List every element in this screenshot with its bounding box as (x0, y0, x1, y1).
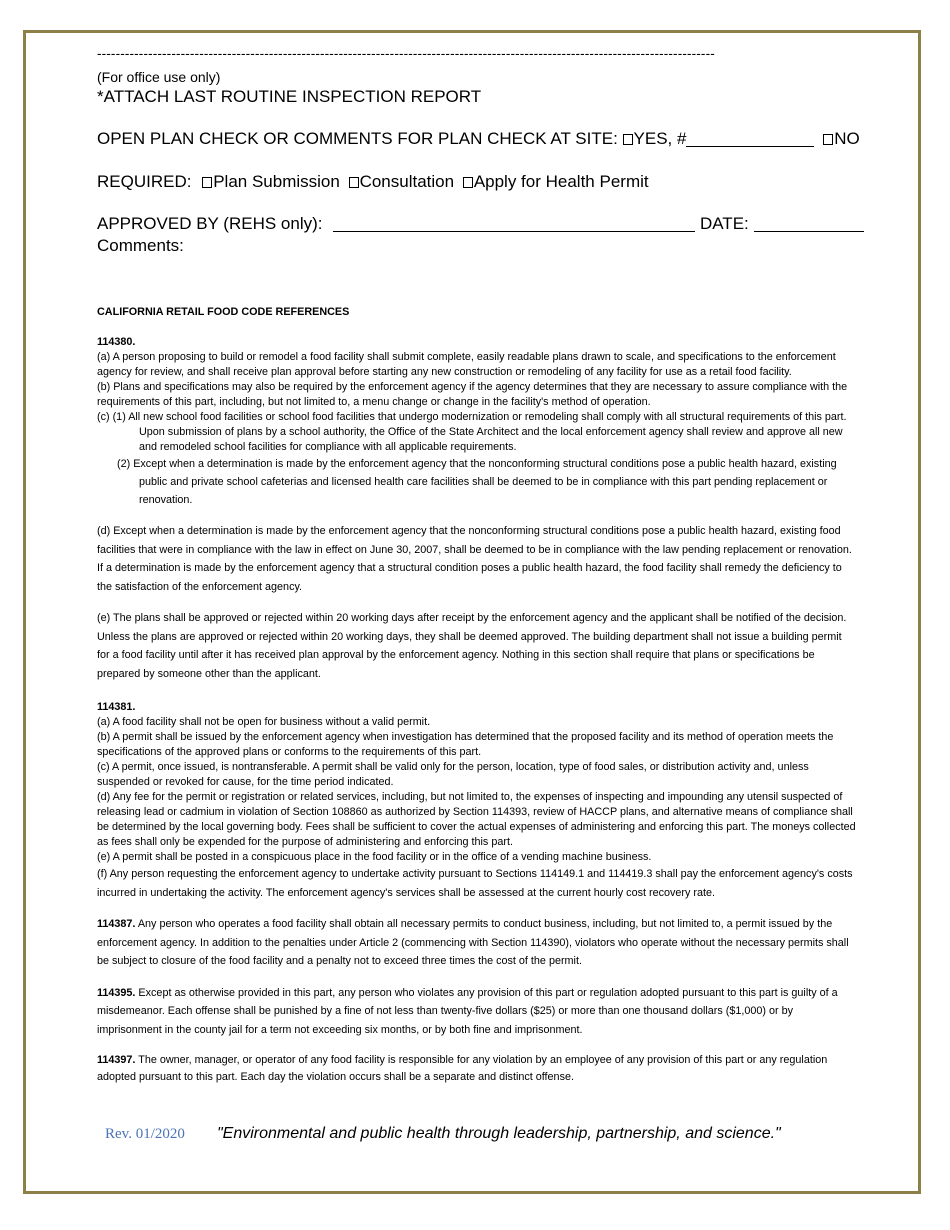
section-114387-text: Any person who operates a food facility shall obtain all necessary permits to conduct business, including, but not limited to, a permit issued by the enforcement agency. In addition to the penalties under Article 2 (commencing with Section 114390), violators who operate without the necessary permits shall be subject to closure of the food facility and a penalty not to exceed three times the cost of the permit. (97, 918, 849, 967)
approved-by-field[interactable] (333, 216, 695, 232)
section-114380-number: 114380. (97, 336, 136, 348)
yes-label: YES, # (633, 129, 687, 148)
section-114381-f: (f) Any person requesting the enforcement agency to undertake activity pursuant to Sections 114149.1 and 114419.3 shall pay the enforcement agency's costs incurred in undertaking the activity. The enforcement agency's services shall be assessed at the current hourly cost recovery rate. (97, 868, 853, 899)
footer (105, 1125, 865, 1143)
section-114397 (97, 1052, 857, 1086)
plan-check-row (97, 128, 860, 150)
section-114380-c2: (2) Except when a determination is made by the enforcement agency that the nonconforming structural conditions pose a public health hazard, existing public and private school cafeterias and licensed health care facilities shall be deemed to be in compliance with this part pending replacement or renovation. (117, 458, 837, 506)
comments-label: Comments: (97, 236, 184, 255)
section-114395-number: 114395. (97, 986, 136, 999)
code-references-title: CALIFORNIA RETAIL FOOD CODE REFERENCES (97, 306, 350, 318)
required-row (97, 171, 857, 193)
section-114381-number: 114381. (97, 701, 136, 713)
approved-by-label: APPROVED BY (REHS only): (97, 214, 323, 233)
revision-date: Rev. 01/2020 (105, 1126, 185, 1142)
no-label: NO (834, 129, 860, 148)
no-checkbox[interactable] (823, 134, 833, 145)
section-114397-text: The owner, manager, or operator of any food facility is responsible for any violation by an employee of any provision of this part or any regulation adopted pursuant to this part. Each day the violation occurs shall be a separate and distinct offense. (97, 1054, 828, 1083)
section-114381-e: (e) A permit shall be posted in a conspicuous place in the food facility or in the office of a vending machine business. (97, 851, 652, 863)
date-label: DATE: (699, 214, 749, 233)
section-114395 (97, 984, 857, 1040)
date-field[interactable] (754, 216, 864, 232)
section-114380-d: (d) Except when a determination is made by the enforcement agency that the nonconforming structural conditions pose a public health hazard, existing food facilities that were in compliance with the law in effect on June 30, 2007, shall be deemed to be in compliance with the law pending replacement or renovation. If a determination is made by the enforcement agency that a structural condition poses a public health hazard, the food facility shall remedy the deficiency to the satisfaction of the enforcement agency. (97, 525, 852, 593)
section-114381-d: (d) Any fee for the permit or registration or related services, including, but not limited to, the expenses of inspecting and impounding any utensil suspected of releasing lead or cadmium in violation of Section 108860 as authorized by Section 114393, review of HACCP plans, and alternative means of compliance shall be determined by the local governing body. Fees shall be sufficient to cover the actual expenses of administering and enforcing this part. The moneys collected as fees shall only be expended for the purpose of administering and enforcing this part. (97, 791, 856, 848)
form-content (97, 44, 860, 1086)
section-114380-b: (b) Plans and specifications may also be required by the enforcement agency if the agency determines that they are necessary to assure compliance with the requirements of this part, including, but not limited to, a menu change or change in the facility's method of operation. (97, 381, 848, 408)
consultation-checkbox[interactable] (349, 177, 359, 188)
separator-dashes: ------------------------------------------------------------------------------------------------------------------------------------- (97, 46, 715, 61)
section-114387-number: 114387. (97, 918, 136, 930)
attach-report-notice: *ATTACH LAST ROUTINE INSPECTION REPORT (97, 87, 482, 106)
health-permit-checkbox[interactable] (463, 177, 473, 188)
required-label: REQUIRED: (97, 172, 192, 191)
approved-row (97, 213, 857, 235)
section-114381-a: (a) A food facility shall not be open for business without a valid permit. (97, 716, 431, 728)
section-114381-c: (c) A permit, once issued, is nontransferable. A permit shall be valid only for the person, location, type of food sales, or distribution activity and, unless suspended or revoked for cause, for the time period indicated. (97, 761, 809, 788)
plan-submission-label: Plan Submission (213, 172, 340, 191)
plan-submission-checkbox[interactable] (202, 177, 212, 188)
section-114380-e: (e) The plans shall be approved or rejected within 20 working days after receipt by the enforcement agency and the applicant shall be notified of the decision. Unless the plans are approved or rejected within 20 working days, they shall be deemed approved. The building department shall not issue a building permit for a food facility until after it has received plan approval by the enforcement agency. Nothing in this section shall require that plans or specifications be prepared by someone other than the applicant. (97, 612, 847, 680)
office-use-label: (For office use only) (97, 69, 221, 85)
health-permit-label: Apply for Health Permit (473, 172, 649, 191)
section-114387 (97, 915, 857, 971)
consultation-label: Consultation (359, 172, 455, 191)
yes-checkbox[interactable] (623, 134, 633, 145)
section-114395-text: Except as otherwise provided in this part, any person who violates any provision of this part or regulation adopted pursuant to this part is guilty of a misdemeanor. Each offense shall be punished by a fine of not less than twenty-five dollars ($25) or more than one thousand dollars ($1,000) or by imprisonment in the county jail for a term not exceeding six months, or by both fine and imprisonment. (97, 986, 838, 1036)
motto: "Environmental and public health through leadership, partnership, and science." (217, 1125, 781, 1142)
section-114397-number: 114397. (97, 1054, 136, 1066)
plan-check-label: OPEN PLAN CHECK OR COMMENTS FOR PLAN CHECK AT SITE: (97, 129, 618, 148)
plan-check-number-field[interactable] (686, 131, 814, 147)
section-114381-b: (b) A permit shall be issued by the enforcement agency when investigation has determined that the proposed facility and its method of operation meets the specifications of the approved plans or conforms to the requirements of this part. (97, 731, 834, 758)
section-114380-a: (a) A person proposing to build or remodel a food facility shall submit complete, easily readable plans drawn to scale, and specifications to the enforcement agency for review, and shall receive plan approval before starting any new construction or remodeling of any facility for use as a retail food facility. (97, 351, 836, 378)
section-114380-c1: (c) (1) All new school food facilities or school food facilities that undergo modernization or remodeling shall comply with all structural requirements of this part. Upon submission of plans by a school authority, the Office of the State Architect and the local enforcement agency shall review and approve all new and remodeled school facilities for compliance with all applicable requirements. (97, 411, 847, 453)
